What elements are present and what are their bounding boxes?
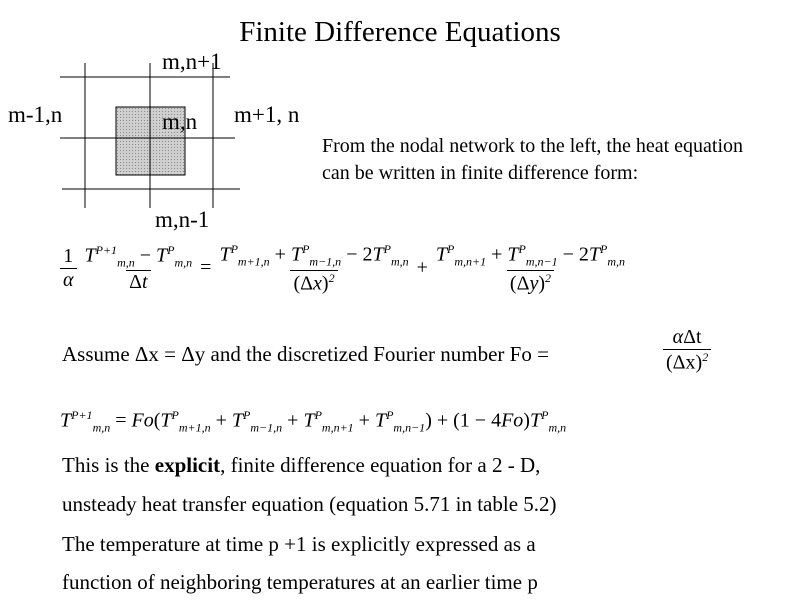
temperature-statement-line2: function of neighboring temperatures at an earlier time p — [62, 570, 538, 594]
temperature-statement-line1: The temperature at time p +1 is explicitly expressed as a — [62, 532, 536, 556]
assumption-text: Assume Δx = Δy and the discretized Fourier number Fo = — [62, 342, 549, 366]
node-label-left: m-1,n — [8, 102, 63, 127]
description-text: From the nodal network to the left, the heat equation can be written in finite difference form: — [322, 135, 743, 184]
node-label-center: m,n — [162, 109, 198, 134]
explicit-statement-line2: unsteady heat transfer equation (equation 5.71 in table 5.2) — [62, 492, 557, 516]
explicit-equation: $T^{P+1}_{m,n} = Fo(T^P_{m+1,n} + T^P_{m-1,n} + T^P_{m,n+1} + T^P_{m,n-1}) + (1 - 4Fo)T^P_{m,n}$ — [60, 408, 567, 435]
explicit-statement-line1: This is the explicit, finite difference equation for a 2 - D, — [62, 453, 541, 477]
node-label-right: m+1, n — [234, 102, 300, 127]
fourier-number-fraction: $\frac{\text{αΔt}}{(\Delta x)^2}$ — [663, 326, 711, 375]
finite-difference-equation: $\frac{1}{\alpha}$ $\frac{T^{P+1}_{m,n} - T^P_{m,n}}{\Delta t}$ = $\frac{T^P_{m+1,n} + T^P_{m-1,n} - 2T^P_{m,n}}{(\Delta x)^2}$ + $\frac{T^P_{m,n+1} + T^P_{m,n-1} - 2T^P_{m,n}}{(\Delta y)^2}$ — [60, 242, 628, 295]
explicit-keyword: explicit — [154, 453, 221, 477]
node-label-top: m,n+1 — [162, 49, 222, 74]
node-label-bottom: m,n-1 — [155, 207, 210, 232]
page-title: Finite Difference Equations — [239, 16, 561, 48]
